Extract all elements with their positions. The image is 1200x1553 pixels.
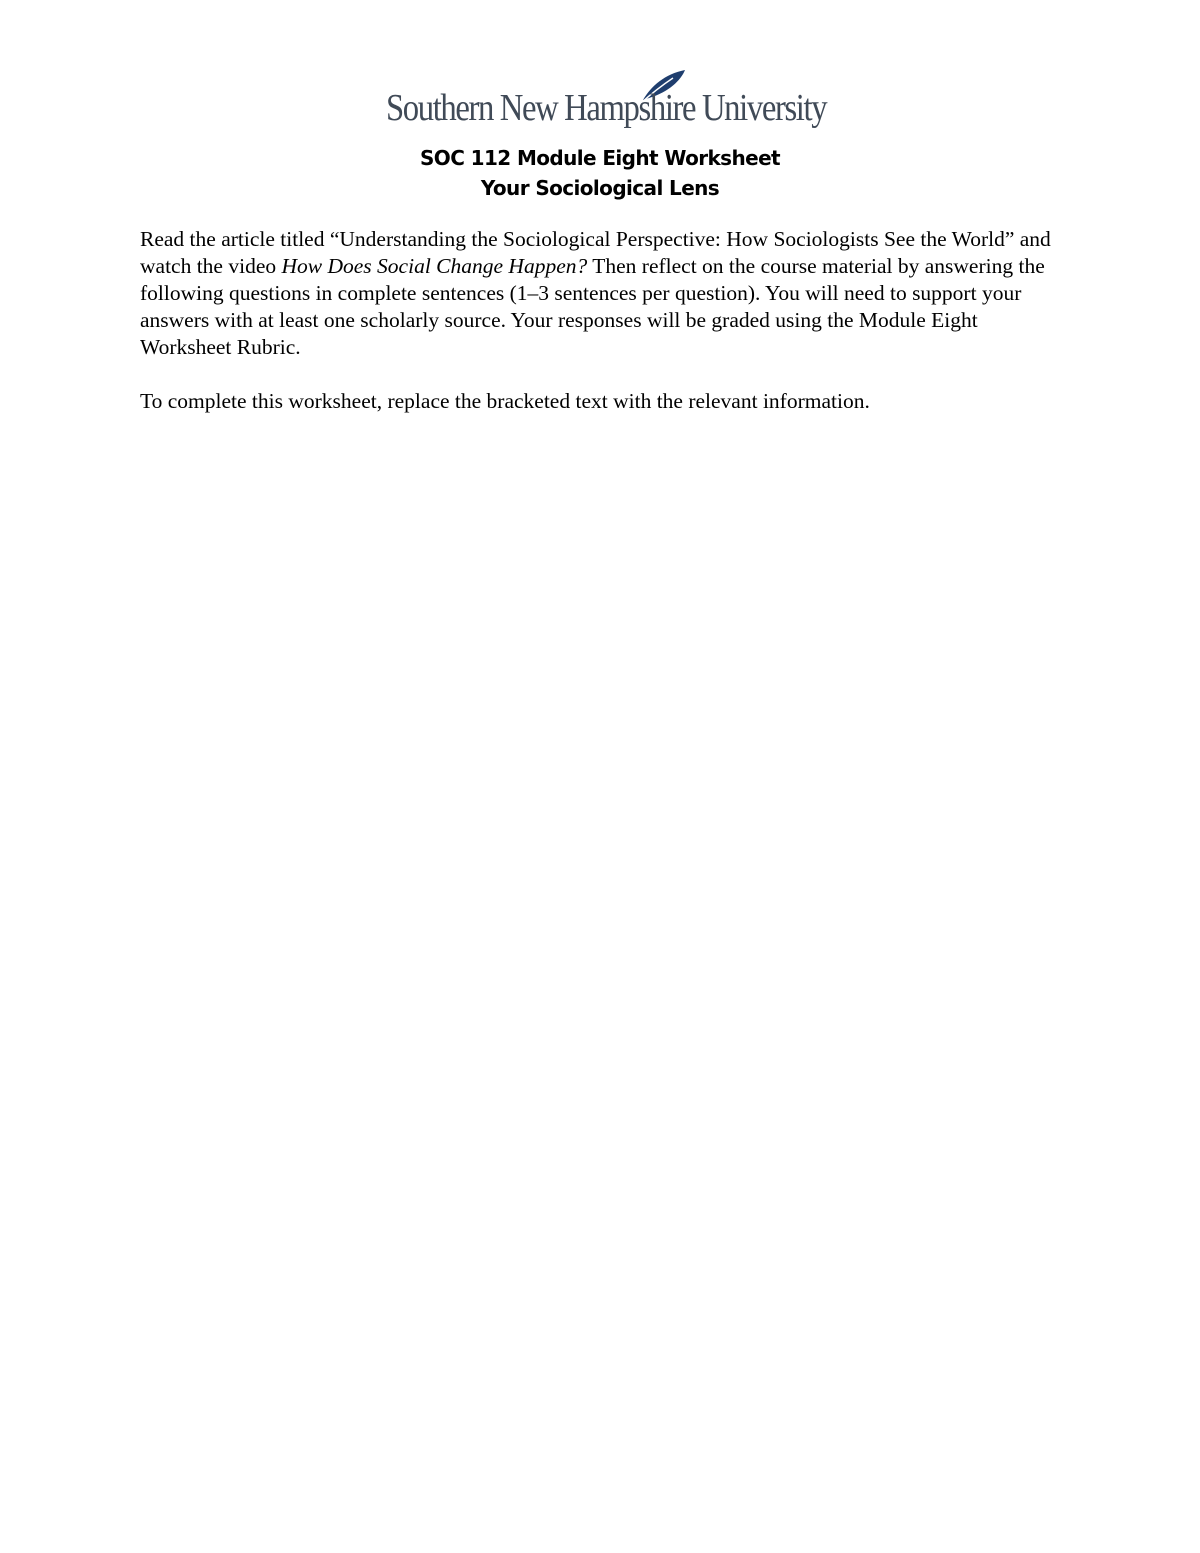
intro-after-title: Then reflect on the course material by answering the following questions in complete sentences (1–3 sentences per question). You will need to support your answers with at least one scholarly source. Your responses will be graded using the Module Eight Worksheet Rubric. bbox=[140, 254, 1045, 359]
body-text bbox=[140, 226, 1060, 415]
university-logo bbox=[386, 68, 827, 138]
title-block bbox=[0, 143, 1200, 203]
page-subtitle: Your Sociological Lens bbox=[480, 176, 720, 200]
intro-before-title: Read the article titled “Understanding the Sociological Perspective: How Sociologists See the World” and watch the video bbox=[140, 227, 1051, 278]
intro-paragraph bbox=[140, 226, 1060, 361]
page-title: SOC 112 Module Eight Worksheet bbox=[419, 146, 781, 170]
logo-wordmark: Southern New Hampshire University bbox=[386, 87, 827, 129]
video-title: How Does Social Change Happen? bbox=[281, 254, 588, 278]
instructions-paragraph: To complete this worksheet, replace the bracketed text with the relevant information. bbox=[140, 389, 870, 413]
